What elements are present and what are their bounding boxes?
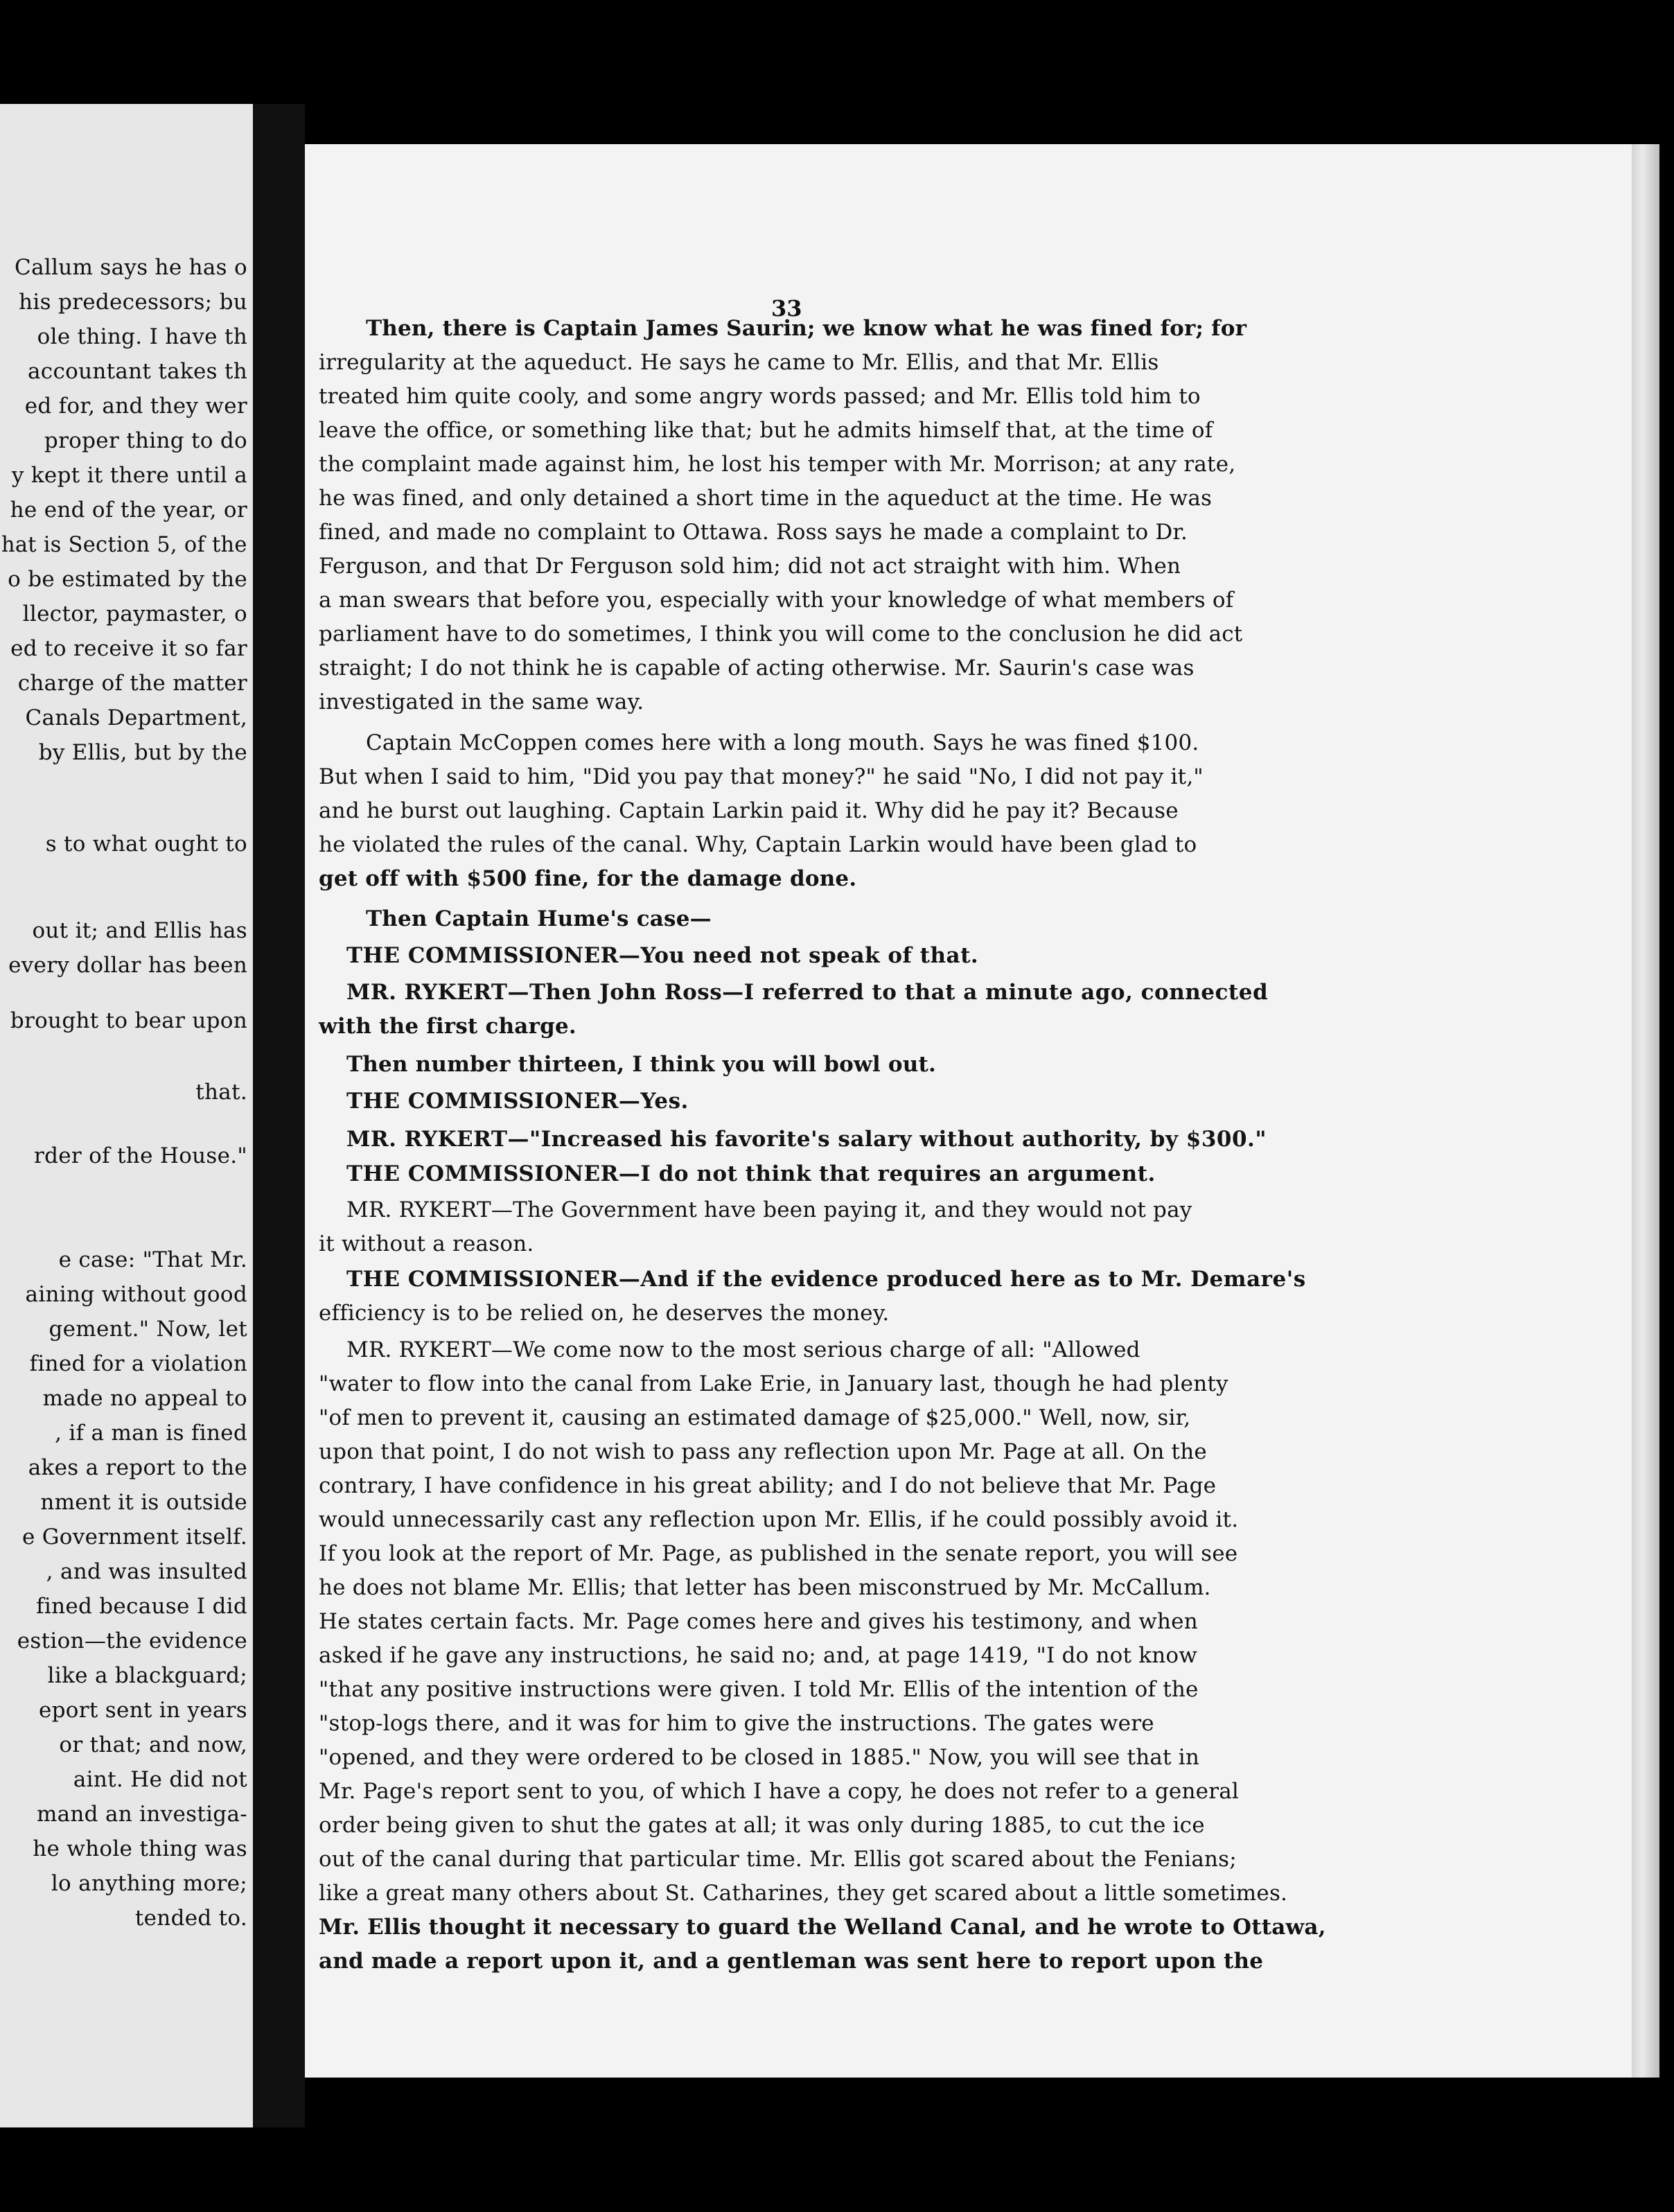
- left-page-line: gement." Now, let: [49, 1317, 247, 1342]
- body-line: But when I said to him, "Did you pay that money?" he said "No, I did not pay it,": [319, 764, 1204, 789]
- left-page-line: y kept it there until a: [11, 463, 247, 488]
- body-line: he was fined, and only detained a short time in the aqueduct at the time. He was: [319, 486, 1213, 511]
- speaker-line: MR. RYKERT—"Increased his favorite's salary without authority, by $300.": [346, 1127, 1267, 1152]
- body-line: Mr. Ellis thought it necessary to guard the Welland Canal, and he wrote to Ottawa,: [319, 1915, 1326, 1940]
- left-page-line: brought to bear upon: [10, 1008, 247, 1033]
- left-page-line: ed for, and they wer: [24, 394, 247, 419]
- body-line: "water to flow into the canal from Lake Erie, in January last, though he had plenty: [319, 1371, 1228, 1396]
- left-page-line: accountant takes th: [28, 359, 247, 384]
- page-number: 33: [771, 295, 802, 322]
- left-page-line: ole thing. I have th: [37, 324, 247, 349]
- left-page-line: , if a man is fined: [55, 1421, 247, 1446]
- body-line: "stop-logs there, and it was for him to give the instructions. The gates were: [319, 1711, 1154, 1736]
- left-page-line: that.: [195, 1080, 247, 1105]
- speaker-line: THE COMMISSIONER—And if the evidence produced here as to Mr. Demare's: [346, 1267, 1306, 1292]
- body-line: Then Captain Hume's case—: [366, 906, 712, 931]
- left-page-line: nment it is outside: [40, 1490, 247, 1515]
- page-gutter: [253, 104, 305, 2127]
- speaker-line: THE COMMISSIONER—Yes.: [346, 1089, 689, 1114]
- left-page-line: charge of the matter: [17, 671, 247, 696]
- body-line: "opened, and they were ordered to be closed in 1885." Now, you will see that in: [319, 1745, 1200, 1770]
- speaker-line: THE COMMISSIONER—I do not think that requires an argument.: [346, 1161, 1156, 1186]
- left-page-line: by Ellis, but by the: [38, 740, 247, 765]
- page-edge: [1632, 144, 1659, 2078]
- body-line: out of the canal during that particular time. Mr. Ellis got scared about the Fenians;: [319, 1847, 1237, 1872]
- body-line: "that any positive instructions were given. I told Mr. Ellis of the intention of the: [319, 1677, 1199, 1702]
- left-facing-page: [0, 104, 253, 2127]
- left-page-line: estion—the evidence: [17, 1629, 247, 1653]
- left-page-line: aint. He did not: [73, 1767, 247, 1792]
- left-page-line: ed to receive it so far: [10, 636, 247, 661]
- left-page-line: rder of the House.": [33, 1143, 247, 1168]
- body-line: and made a report upon it, and a gentleman was sent here to report upon the: [319, 1949, 1264, 1974]
- left-page-line: Callum says he has o: [15, 255, 247, 280]
- body-line: He states certain facts. Mr. Page comes here and gives his testimony, and when: [319, 1609, 1198, 1634]
- left-page-line: his predecessors; bu: [19, 290, 247, 315]
- body-line: fined, and made no complaint to Ottawa. Ross says he made a complaint to Dr.: [319, 520, 1188, 545]
- body-line: would unnecessarily cast any reflection upon Mr. Ellis, if he could possibly avoid it.: [319, 1507, 1239, 1532]
- body-line: investigated in the same way.: [319, 690, 644, 714]
- left-page-line: hat is Section 5, of the: [1, 532, 247, 557]
- left-page-line: fined because I did: [36, 1594, 247, 1619]
- left-page-line: akes a report to the: [28, 1455, 247, 1480]
- body-line: with the first charge.: [319, 1014, 576, 1039]
- body-line: leave the office, or something like that; but he admits himself that, at the time of: [319, 418, 1213, 443]
- body-line: If you look at the report of Mr. Page, as published in the senate report, you will see: [319, 1541, 1238, 1566]
- left-page-line: out it; and Ellis has: [32, 918, 247, 943]
- body-line: and he burst out laughing. Captain Larkin paid it. Why did he pay it? Because: [319, 798, 1179, 823]
- speaker-line: MR. RYKERT—We come now to the most serious charge of all: "Allowed: [346, 1337, 1140, 1362]
- body-line: like a great many others about St. Catharines, they get scared about a little sometimes.: [319, 1881, 1288, 1906]
- right-main-page: [305, 144, 1659, 2078]
- left-page-line: mand an investiga-: [36, 1802, 247, 1827]
- left-page-line: e Government itself.: [21, 1525, 247, 1550]
- left-page-line: lo anything more;: [51, 1871, 247, 1896]
- body-line: Then number thirteen, I think you will bowl out.: [346, 1052, 937, 1077]
- body-line: irregularity at the aqueduct. He says he came to Mr. Ellis, and that Mr. Ellis: [319, 350, 1159, 375]
- body-line: Then, there is Captain James Saurin; we know what he was fined for; for: [366, 316, 1247, 341]
- body-line: Mr. Page's report sent to you, of which I have a copy, he does not refer to a general: [319, 1779, 1240, 1804]
- body-line: asked if he gave any instructions, he said no; and, at page 1419, "I do not know: [319, 1643, 1197, 1668]
- left-page-line: he end of the year, or: [10, 498, 247, 523]
- left-page-line: fined for a violation: [29, 1351, 247, 1376]
- left-page-line: proper thing to do: [44, 428, 247, 453]
- body-line: Captain McCoppen comes here with a long mouth. Says he was fined $100.: [366, 730, 1199, 755]
- body-line: he does not blame Mr. Ellis; that letter has been misconstrued by Mr. McCallum.: [319, 1575, 1211, 1600]
- body-line: straight; I do not think he is capable of acting otherwise. Mr. Saurin's case was: [319, 656, 1195, 681]
- body-line: parliament have to do sometimes, I think you will come to the conclusion he did act: [319, 622, 1243, 647]
- left-page-line: or that; and now,: [59, 1732, 247, 1757]
- left-page-line: llector, paymaster, o: [22, 602, 247, 626]
- left-page-line: like a blackguard;: [47, 1663, 247, 1688]
- body-line: the complaint made against him, he lost his temper with Mr. Morrison; at any rate,: [319, 452, 1236, 477]
- body-line: efficiency is to be relied on, he deserves the money.: [319, 1301, 890, 1326]
- body-line: Ferguson, and that Dr Ferguson sold him; did not act straight with him. When: [319, 554, 1181, 579]
- left-page-line: e case: "That Mr.: [58, 1247, 247, 1272]
- speaker-line: MR. RYKERT—Then John Ross—I referred to that a minute ago, connected: [346, 980, 1269, 1005]
- left-page-line: tended to.: [134, 1906, 247, 1931]
- body-line: get off with $500 fine, for the damage done.: [319, 866, 857, 891]
- speaker-line: MR. RYKERT—The Government have been paying it, and they would not pay: [346, 1197, 1192, 1222]
- left-page-line: every dollar has been: [8, 953, 247, 978]
- body-line: upon that point, I do not wish to pass any reflection upon Mr. Page at all. On the: [319, 1439, 1207, 1464]
- left-page-line: he whole thing was: [33, 1836, 247, 1861]
- left-page-line: made no appeal to: [42, 1386, 247, 1411]
- body-line: "of men to prevent it, causing an estimated damage of $25,000." Well, now, sir,: [319, 1405, 1191, 1430]
- body-line: a man swears that before you, especially with your knowledge of what members of: [319, 588, 1234, 613]
- body-line: it without a reason.: [319, 1231, 534, 1256]
- body-line: treated him quite cooly, and some angry words passed; and Mr. Ellis told him to: [319, 384, 1201, 409]
- left-page-line: aining without good: [25, 1282, 247, 1307]
- body-line: contrary, I have confidence in his great ability; and I do not believe that Mr. Page: [319, 1473, 1217, 1498]
- body-line: he violated the rules of the canal. Why, Captain Larkin would have been glad to: [319, 832, 1197, 857]
- body-line: order being given to shut the gates at all; it was only during 1885, to cut the ice: [319, 1813, 1205, 1838]
- left-page-line: o be estimated by the: [8, 567, 247, 592]
- left-page-line: , and was insulted: [46, 1559, 247, 1584]
- speaker-line: THE COMMISSIONER—You need not speak of that.: [346, 943, 979, 968]
- left-page-line: s to what ought to: [45, 832, 247, 857]
- left-page-line: eport sent in years: [38, 1698, 247, 1723]
- left-page-line: Canals Department,: [25, 705, 247, 730]
